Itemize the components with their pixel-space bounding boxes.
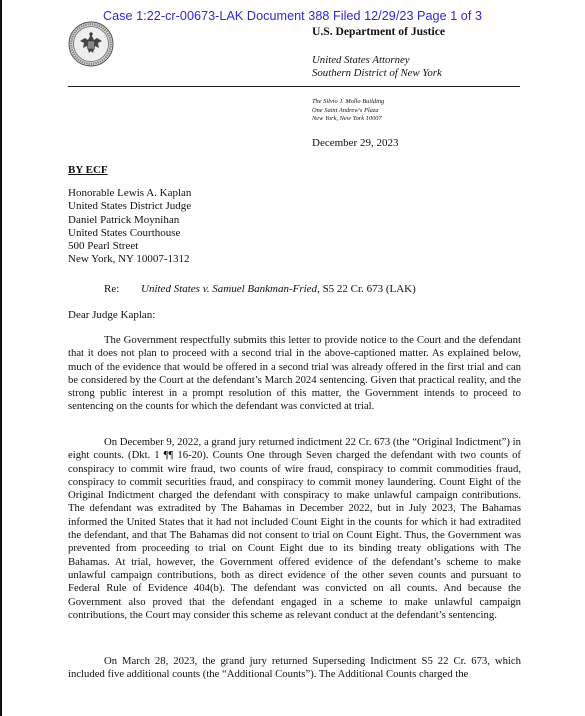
addressee-block — [68, 187, 191, 267]
body-paragraph: The Government respectfully submits this letter to provide notice to the Court and the defendant that it does not plan to proceed with a second trial in the above-captioned matter. As explained below, much of the evidence that would be offered in a second trial was already offered in the first trial and can be considered by the Court at the defendant’s March 2024 sentencing. Given that practical reality, and the strong public interest in a prompt resolution of this matter, the Government intends to proceed to sentencing on the counts for which the defendant was convicted at trial. — [68, 334, 521, 413]
re-label: Re: — [104, 283, 120, 295]
case-header-stamp: Case 1:22-cr-00673-LAK Document 388 Filed 12/29/23 Page 1 of 3 — [102, 9, 483, 23]
salutation: Dear Judge Kaplan: — [68, 309, 156, 321]
re-line — [104, 283, 416, 295]
office-name — [312, 54, 442, 80]
office-line: Southern District of New York — [312, 67, 442, 79]
body-paragraph: On March 28, 2023, the grand jury returned Superseding Indictment S5 22 Cr. 673, which included five additional counts (the “Additional Counts”). The Additional Counts charged the — [68, 655, 521, 681]
office-line: United States Attorney — [312, 54, 410, 66]
delivery-method: BY ECF — [68, 164, 108, 176]
addressee-line: New York, NY 10007-1312 — [68, 253, 190, 266]
office-address — [312, 98, 384, 124]
letter-date: December 29, 2023 — [312, 137, 399, 149]
case-name: United States v. Samuel Bankman-Fried — [141, 283, 318, 295]
address-line: The Silvio J. Mollo Building — [312, 98, 385, 105]
doj-seal-icon — [68, 21, 114, 67]
letterhead-divider — [68, 86, 520, 87]
department-name: U.S. Department of Justice — [312, 25, 445, 38]
page-edge — [0, 0, 2, 716]
addressee-line: United States District Judge — [68, 200, 192, 213]
address-line: New York, New York 10007 — [312, 115, 382, 123]
addressee-line: Honorable Lewis A. Kaplan — [68, 187, 192, 199]
addressee-line: United States Courthouse — [68, 226, 181, 239]
body-paragraph: On December 9, 2022, a grand jury returned indictment 22 Cr. 673 (the “Original Indictment”) in eight counts. (Dkt. 1 ¶¶ 16-20). Counts One through Seven charged the defendant with two counts of conspiracy to commit wire fraud, two counts of wire fraud, conspiracy to commit commodities fraud, conspiracy to commit securities fraud, and conspiracy to commit money laundering. Count Eight of the Original Indictment charged the defendant with conspiracy to make unlawful campaign contributions. The defendant was extradited by The Bahamas in December 2022, but in July 2023, The Bahamas informed the United States that it had not included Count Eight in the counts for which it had extradited the defendant, and that The Bahamas did not consent to trial on Count Eight. Thus, the Government was prevented from proceeding to trial on Count Eight due to its binding treaty obligations with The Bahamas. At trial, however, the Government offered evidence of the defendant’s scheme to make unlawful campaign contributions, both as direct evidence of the other seven counts and pursuant to Federal Rule of Evidence 404(b). The defendant was convicted on all counts. And because the Government also proved that the defendant engaged in a scheme to make unlawful campaign contributions, the Court may consider this scheme as relevant conduct at the defendant’s sentencing. — [68, 436, 521, 621]
case-number: , S5 22 Cr. 673 (LAK) — [317, 283, 416, 295]
addressee-line: 500 Pearl Street — [68, 240, 139, 253]
address-line: One Saint Andrew's Plaza — [312, 106, 379, 114]
addressee-line: Daniel Patrick Moynihan — [68, 213, 180, 226]
